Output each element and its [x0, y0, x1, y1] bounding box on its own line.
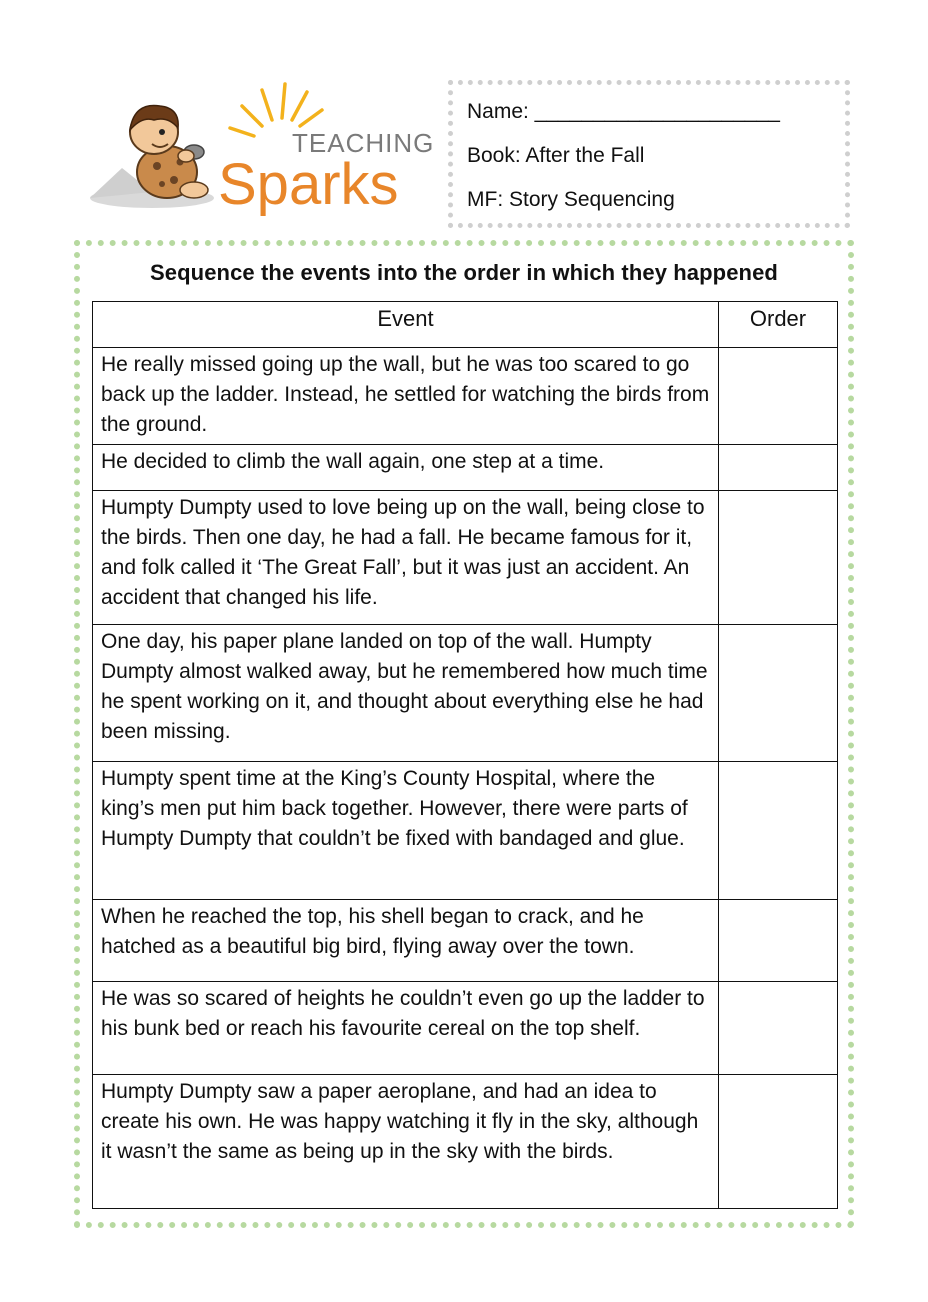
- sequence-table: [92, 301, 838, 1209]
- table-header-row: [93, 302, 838, 348]
- event-cell: Humpty Dumpty used to love being up on the wall, being close to the birds. Then one day, he had a fall. He became famous for it, and folk called it ‘The Great Fall’, but it was just an accident. An accident that changed his life.: [93, 491, 719, 625]
- table-row: [93, 348, 838, 445]
- event-cell: Humpty Dumpty saw a paper aeroplane, and had an idea to create his own. He was happy watching it fly in the sky, although it wasn’t the same as being up in the sky with the birds.: [93, 1075, 719, 1209]
- table-row: [93, 982, 838, 1075]
- name-field-label[interactable]: Name: _____________________: [467, 100, 780, 123]
- table-row: [93, 1075, 838, 1209]
- event-cell: Humpty spent time at the King’s County Hospital, where the king’s men put him back together. However, there were parts of Humpty Dumpty that couldn’t be fixed with bandaged and glue.: [93, 762, 719, 900]
- event-cell: He really missed going up the wall, but he was too scared to go back up the ladder. Instead, he settled for watching the birds from the ground.: [93, 348, 719, 445]
- order-cell[interactable]: [719, 445, 838, 491]
- event-cell: He was so scared of heights he couldn’t even go up the ladder to his bunk bed or reach his favourite cereal on the top shelf.: [93, 982, 719, 1075]
- column-header-order: Order: [719, 302, 838, 348]
- event-cell: When he reached the top, his shell began to crack, and he hatched as a beautiful big bird, flying away over the town.: [93, 900, 719, 982]
- worksheet-title: Sequence the events into the order in which they happened: [150, 260, 778, 285]
- event-cell: One day, his paper plane landed on top of the wall. Humpty Dumpty almost walked away, but he remembered how much time he spent working on it, and thought about everything else he had been missing.: [93, 625, 719, 762]
- logo-text-teaching: TEACHING: [292, 128, 435, 158]
- order-cell[interactable]: [719, 982, 838, 1075]
- caveman-icon: [130, 106, 208, 199]
- table-row: [93, 900, 838, 982]
- table-row: [93, 625, 838, 762]
- order-cell[interactable]: [719, 1075, 838, 1209]
- logo-text-sparks: Sparks: [218, 152, 399, 217]
- table-row: [93, 491, 838, 625]
- order-cell[interactable]: [719, 762, 838, 900]
- table-row: [93, 445, 838, 491]
- event-cell: He decided to climb the wall again, one step at a time.: [93, 445, 719, 491]
- order-cell[interactable]: [719, 625, 838, 762]
- logo-graphic: [82, 80, 442, 220]
- order-cell[interactable]: [719, 348, 838, 445]
- table-row: [93, 762, 838, 900]
- order-cell[interactable]: [719, 491, 838, 625]
- student-info-box: [448, 80, 850, 228]
- column-header-event: Event: [93, 302, 719, 348]
- mf-label: MF: Story Sequencing: [467, 188, 675, 211]
- order-cell[interactable]: [719, 900, 838, 982]
- teaching-sparks-logo: [82, 80, 442, 220]
- book-label: Book: After the Fall: [467, 144, 645, 167]
- worksheet-panel: [74, 240, 854, 1228]
